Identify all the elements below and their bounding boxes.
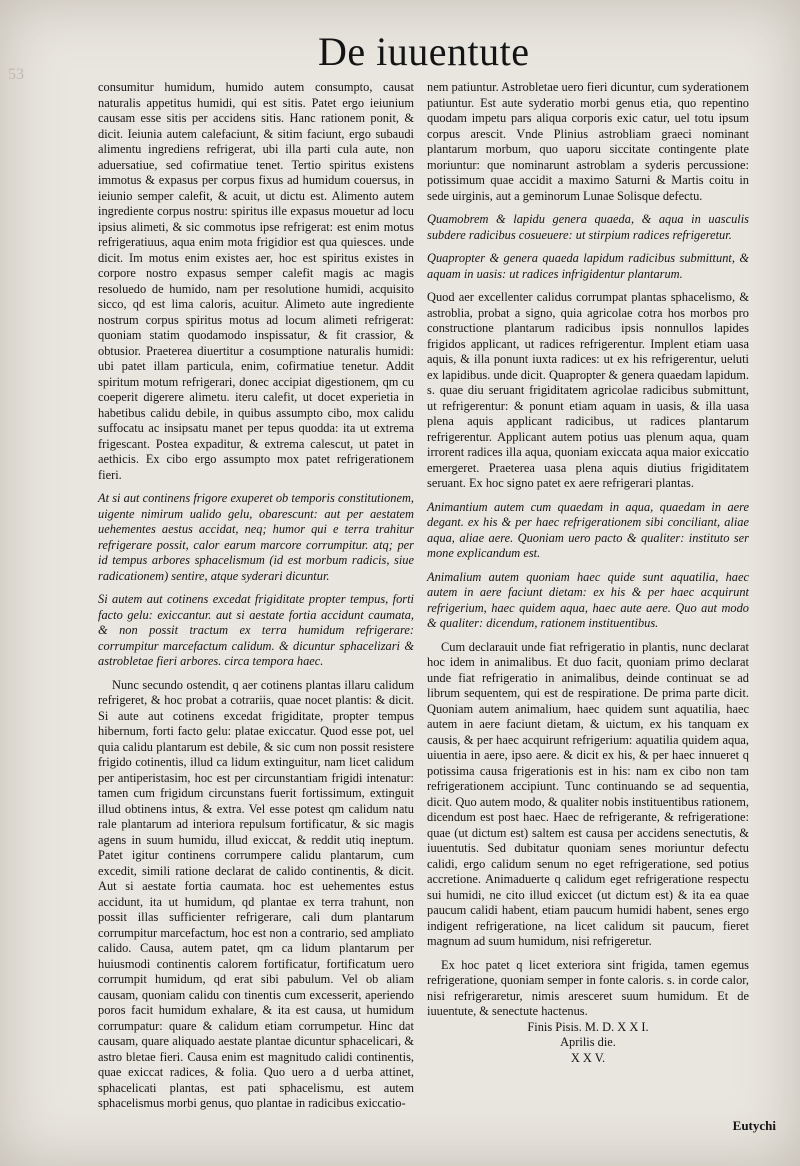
right-column-paragraph: Ex hoc patet q licet exteriora sint frigida, tamen egemus refrigeratione, quoniam semper in fonte caloris. s. in corde calor, nisi refrigeraretur, nimis aresceret suum humidum. Et de iuuentute, & senectute hactenus. <box>427 957 749 1018</box>
left-text-column <box>98 80 414 1112</box>
catchword: Eutychi <box>732 1118 776 1133</box>
right-text-column <box>427 80 749 1066</box>
colophon-line3: X X V. <box>570 1050 606 1065</box>
left-column-paragraph: At si aut continens frigore exuperet ob temporis constitutionem, uigente nimirum ualido gelu, obarescunt: aut per aestatem uehementes aestus accidat, neq; humor qui e terra trahitur refrigerare possit, calor earum marcore corrumpitur. atq; per id tempus arbores sphacelismum (id est morbum radicis, siue radicationem) sentire, atque syderari dicuntur. <box>98 491 414 583</box>
right-column-paragraph: Quamobrem & lapidu genera quaeda, & aqua in uasculis subdere radicibus cosueuere: ut stirpium radices refrigeretur. <box>427 212 749 242</box>
right-column-paragraph: Quod aer excellenter calidus corrumpat plantas sphacelismo, & astroblia, probat a signo, quia agricolae cotra hos morbos pro constructione plantarum radicibus ipsis nonnullos lapides frigidos applicant, ut radices refrigerentur. Implent etiam uasa aquis, & illa ponunt iuxta radices: ut ex his refrigerentur, ueluti ex lapidibus. unde dicit. Quapropter & genera quaedam lapidum. s. quae diu seruant frigiditatem agricolae radicibus submittunt, ut refrigerentur: & ponunt etiam aquam in uasis, & illa uasa plena aquis applicant radicibus, ut radices plantarum refrigerentur. Applicant autem potius uas plenum aqua, quam irrorent radices illa aqua, quoniam exiccata aqua maior exiccatio emergeret. Praeterea uasa plena aquis diutius frigiditatem seruant. Ex hoc signo patet ex aere refrigerari plantas. <box>427 290 749 490</box>
right-column-paragraph: nem patiuntur. Astrobletae uero fieri dicuntur, cum syderationem patiuntur. Est aute syderatio morbi genus etia, quo repentino quodam impetu pars aliqua corporis exic catur, uel totu ipsum corpus arescit. Vnde Plinius astrobliam graeci nominant plantarum morbum, quo uaporu siccitate contingente plate moriuntur: que nominarunt astroblam a syderis percussione: potissimum quae accidit a maximo Saturni & Martis coitu in sede uirginis, aut a geminorum Lunae Solisque defectu. <box>427 80 749 203</box>
right-column-paragraph: Quapropter & genera quaeda lapidum radicibus submittunt, & aquam in uasis: ut radices infrigidentur plantarum. <box>427 251 749 281</box>
colophon-line2: Aprilis die. <box>560 1035 616 1049</box>
page-title: De iuuentute <box>318 29 530 74</box>
left-column-paragraph: consumitur humidum, humido autem consumpto, causat naturalis appetitus humidi, qui est sitis. Patet ergo ieiunium causam esse sitis per accidens sitis. Hanc rationem ponit, & dicit. Ieiunia autem calefaciunt, & sitim faciunt, ergo subaudi alimentu ingrediens refrigerat, ubi illa parti cula aute, non aduersatiue, sed cofirmatiue tenet. Tertio spiritus existens immotus & expasus per corpus fixus ad humidum couersus, in ieiunio semper calefit, & acuit, ut dictu est. Alimento autem ingrediente corpus nostru: spiritus ille expasus mouetur ad locu ipsius alimeti, & sic commotus ipse refrigerat: est enim motus refrigeratiuus, aqua enim mota frigidior est qua quiesces. unde dicit. Im motus enim existes aer, hoc est spiritus existes in corpore nostro expasus semper calefit magis ac magis resoluedo de humido, nam per resolutione humidi, acquisito sicco, qd est lima caloris, acuitur. Alimeto aute ingrediente nostrum corpus spiritus motus ad locum alimeti refrigerat: quoniam statim quodamodo inspissatur, & fit crassior, & obtusior. Praeterea diuertitur a cosumptione naturalis humidi: ubi patet illam particula, enim, cofirmatiue tenetur. Addit spiritum motum refrigerari, donec accipiat digestionem, qm cu coeperit digerere alimetu. iteru calefit, ut docet experietia in habetibus calidu debile, in quibus assumpto cibo, mox calidu suffocatu ac insipsatu manet per tepus quodda: ita ut extrema frigescant. Postea expaditur, & extrema calescut, ut patet in aethicis. Ex cibo ergo assumpto mox patet refrigerationem fieri. <box>98 80 414 482</box>
left-column-paragraph: Si autem aut cotinens excedat frigiditate propter tempus, forti facto gelu: exiccantur. aut si aestate fortia accidunt caumata, & non possit tractum ex terra humidum refrigerare: corrumpitur marcefactum calidum. & dicuntur sphacelizari & astrobletae fieri arbores. circa tempora haec. <box>98 592 414 668</box>
colophon-line1: Finis Pisis. M. D. X X I. <box>527 1019 649 1034</box>
right-column-paragraph: Animalium autem quoniam haec quide sunt aquatilia, haec autem in aere faciunt dietam: ex his & per haec acquirunt refrigerium, haec quidem aqua, haec aute aere. Quo aut modo & qualiter: dicendum, rationem instituentibus. <box>427 569 749 630</box>
right-column-paragraph: Animantium autem cum quaedam in aqua, quaedam in aere degant. ex his & per haec refrigerationem sibi conciliant, aliae aqua, aliae aere. Quoniam uero pacto & qualiter: instituto ser mone explicandum est. <box>427 499 749 560</box>
right-column-paragraph: Cum declarauit unde fiat refrigeratio in plantis, nunc declarat hoc idem in animalibus. Et duo facit, quoniam primo declarat unde fiat refrigeratio in animalibus, deinde continuat se ad librum sequentem, qui est de respiratione. De prima parte dicit. Quoniam autem animalium, haec quidem sunt aquatilia, haec autem in aere faciunt dietam, & uictum, ex his tanquam ex causis, & per haec acquirunt refrigerium: aquatilia quidem aqua, uiuentia in aere, ipso aere. & dicit ex his, & per haec innueret q potissima causa frigerationis est in his: nam ex cibo non tam refrigerationem accipiunt. Tunc continuando se ad sequentia, dicit. Quo autem modo, & qualiter nobis instituentibus rationem, dicendum est post haec. Haec de refrigerante, & refrigeratione: quae (ut dictum est) saltem est causa per accidens senectutis, & iuuentutis. Sed dubitatur quoniam senes moriuntur defectu calidi, ergo calidum senum no eget refrigeratione, sed potius accretione. Animaduerte q calidum eget refrigeratione respectu sui humidi, ne cito illud exiccet (ut dictum est) & ita ea quae paucum calidi habent, etiam paucum humidi habent, senes ergo indigent refrigeratione, na licet calidum sit paucum, fieret magnum ad suum humidum, nisi refrigeretur. <box>427 639 749 948</box>
left-column-paragraph: Nunc secundo ostendit, q aer cotinens plantas illaru calidum refrigeret, & hoc probat a cotrariis, quae nocet plantis: & dicit. Si aute aut cotinens excedat frigiditate, propter tempus hibernum, forti facto gelu: platae exiccatur. Quod esse pot, uel quia calidu plantarum est debile, & sic cum non possit resistere frigido cotinentis, illud ca lidum extinguitur, nam licet calidum per antiperistasim, hoc est per circunstantiam frigidi intenatur: tamen cum frigidum circunstans fuerit fortissimum, extinguit illud obtinens intus, & extra. Vel esse potest qm calidum natu rale plantarum ad interiora repulsum fortificatur, & sic magis agens in suum humidu, illud exiccat, & reddit utiq ineptum. Patet igitur continens corrumpere calidu plantarum, cum excedit, simili ratione declarat de calido continentis, & dicit. Aut si aestate fortia caumata. hoc est uehementes estus accidunt, ita ut humidum, qd plantae ex terra trahunt, non possit illas sufficienter refrigerare, cali dum plantarum corrumpitur marcefactum, hoc est non a contrario, sed ampliato calido. Causa, autem patet, qm ca lidum plantarum per huiusmodi continentis calorem fortificatur, fortificatum uero corrumpit humidum, qd erat sibi pabulum. Vel ob aliam causam, quoniam calidu con tinentis cum excesserit, aperiendo poros facit humidum exhalare, & ita est causa, ut humidum corrumpatur: quare & calidum etiam corrumpetur. Hinc dat causam, quare aliquado aestate plantae dicuntur sphacelicari, & astro bletae fieri. Causa enim est magnitudo calidi continentis, quae exiccat radices, & folia. Quo uero a d uerba attinet, sphacelicati plantas, est pati sphacelismu, est autem sphacelismus morbi genus, quo plantae in radicibus exiccatio- <box>98 677 414 1110</box>
folio-mark: 53 <box>8 66 24 83</box>
